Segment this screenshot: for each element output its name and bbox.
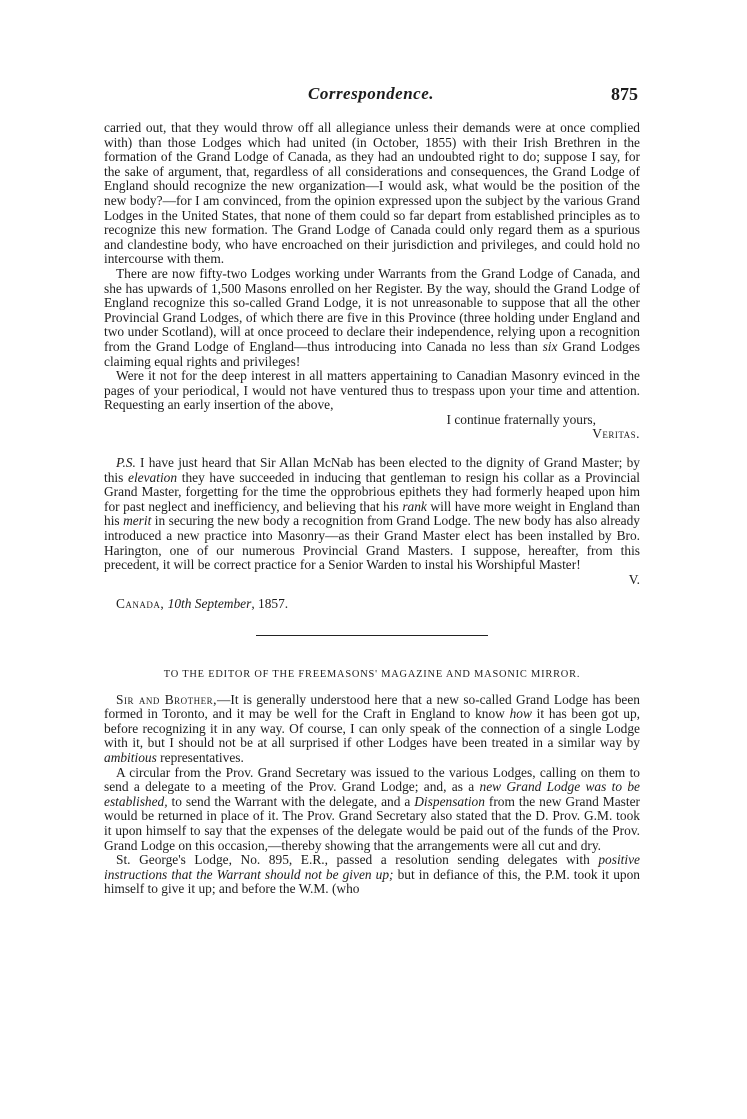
text-run: Grand Lodges claiming equal rights and privileges! (104, 338, 640, 369)
emphasis: how (509, 706, 532, 722)
text-run: it has been got up, before recognizing it in any way. Of course, I can only speak of the connection of a single Lodge with it, but I should not be at all surprised if other Lodges have been treated in a similar way by (104, 706, 640, 751)
ps-label: P.S. (116, 455, 136, 471)
closing-line: I continue fraternally yours, (446, 411, 596, 427)
text-run: representatives. (156, 749, 244, 765)
emphasis: merit (123, 513, 152, 529)
running-title: Correspondence. (307, 84, 435, 103)
letter1-paragraph-3: Were it not for the deep interest in all matters appertaining to Canadian Masonry evinced in the pages of your periodical, I would not have ventured thus to trespass upon your time and attention. Requesting an early insertion of the above, (104, 368, 640, 413)
emphasis: positive instructions that the Warrant should not be given up; (104, 852, 640, 882)
dateline (104, 597, 640, 612)
postscript (104, 456, 640, 573)
editor-heading: TO THE EDITOR OF THE FREEMASONS' MAGAZINE AND MASONIC MIRROR. (163, 669, 581, 680)
text-run: I have just heard that Sir Allan McNab has been elected to the dignity of Grand Master; by this (104, 455, 640, 485)
text-run: St. George's Lodge, No. 895, E.R., passed a resolution sending delegates with (116, 852, 599, 868)
letter2-paragraph-1 (104, 693, 640, 766)
signature: Veritas. (592, 426, 640, 442)
emphasis: rank (402, 498, 427, 514)
text-run: There are now fifty-two Lodges working under Warrants from the Grand Lodge of Canada, and she has upwards of 1,500 Masons enrolled on her Register. By the way, should the Grand Lodge of England recognize this so-called Grand Lodge, it is not unreasonable to suppose that all the other Provincial Grand Lodges, of which there are five in this Province (three holding under England and two under Scotland), will at once proceed to declare their independence, relying upon a recognition from the Grand Lodge of England—thus introducing into Canada no less than (104, 265, 640, 354)
emphasis: new Grand Lodge was to be established, (104, 779, 640, 809)
letter1-paragraph-2 (104, 267, 640, 369)
text-run: will have more weight in England than his (104, 498, 640, 529)
emphasis: six (542, 338, 558, 354)
emphasis: elevation (128, 469, 178, 485)
postscript-initial: V. (628, 571, 640, 587)
text-run: A circular from the Prov. Grand Secretary was issued to the various Lodges, calling on them to send a delegate to a meeting of the Prov. Grand Lodge; and, as a (104, 764, 640, 795)
letter2-paragraph-3 (104, 853, 640, 897)
article-body (104, 121, 640, 897)
date-year: , 1857. (251, 596, 289, 612)
salutation: Sir and Brother, (116, 691, 218, 707)
text-run: but in defiance of this, the P.M. took it upon himself to give it up; and before the W.M. (who (104, 866, 640, 897)
emphasis: Dispensation (414, 793, 485, 809)
text-run: from the new Grand Master would be returned in place of it. The Prov. Grand Secretary also stated that the D. Prov. G.M. took it upon himself to say that the expenses of the delegate would be paid out of the funds of the Prov. Grand Lodge on this occasion,—thereby showing that the arrangements were all cut and dry. (104, 793, 640, 853)
emphasis: ambitious (104, 749, 157, 765)
text-run: —It is generally understood here that a new so-called Grand Lodge has been formed in Toronto, and it may be well for the Craft in England to know (104, 691, 640, 722)
page-header (104, 84, 638, 110)
text-run: to send the Warrant with the delegate, and a (167, 793, 415, 809)
date-place: Canada, (116, 596, 165, 612)
section-divider (256, 635, 488, 636)
text-run: they have succeeded in inducing that gentleman to resign his collar as a Provincial Grand Master, forgetting for the time the opprobrious epithets they had formerly heaped upon him for past neglect and inefficiency, and believing that his (104, 469, 640, 514)
text-run: in securing the new body a recognition from Grand Lodge. The new body has also already introduced a new practice into Masonry—as their Grand Master elect has been installed by Bro. Harington, one of our numerous Provincial Grand Masters. I suppose, hereafter, from this precedent, it will be correct practice for a Senior Warden to instal his Worshipful Master! (104, 513, 640, 573)
letter1-paragraph-1: carried out, that they would throw off all allegiance unless their demands were at once complied with) than those Lodges which had united (in October, 1855) with their Irish Brethren in the formation of the Grand Lodge of Canada, as they had an undoubted right to do; suppose I say, for the sake of argument, that, regardless of all considerations and consequences, the Grand Lodge of England should recognize the new organization—I would ask, what would be the position of the new body?—for I am convinced, from the opinion expressed upon the subject by the various Grand Lodges in the United States, that none of them could so far depart from established principles as to recognize this new formation. The Grand Lodge of Canada could only regard them as a spurious and clandestine body, who have encroached on their jurisdiction and privileges, and could hold no intercourse with them. (104, 120, 640, 267)
letter2-paragraph-2 (104, 766, 640, 854)
date-day: 10th September (167, 596, 252, 612)
page-number: 875 (611, 84, 638, 104)
